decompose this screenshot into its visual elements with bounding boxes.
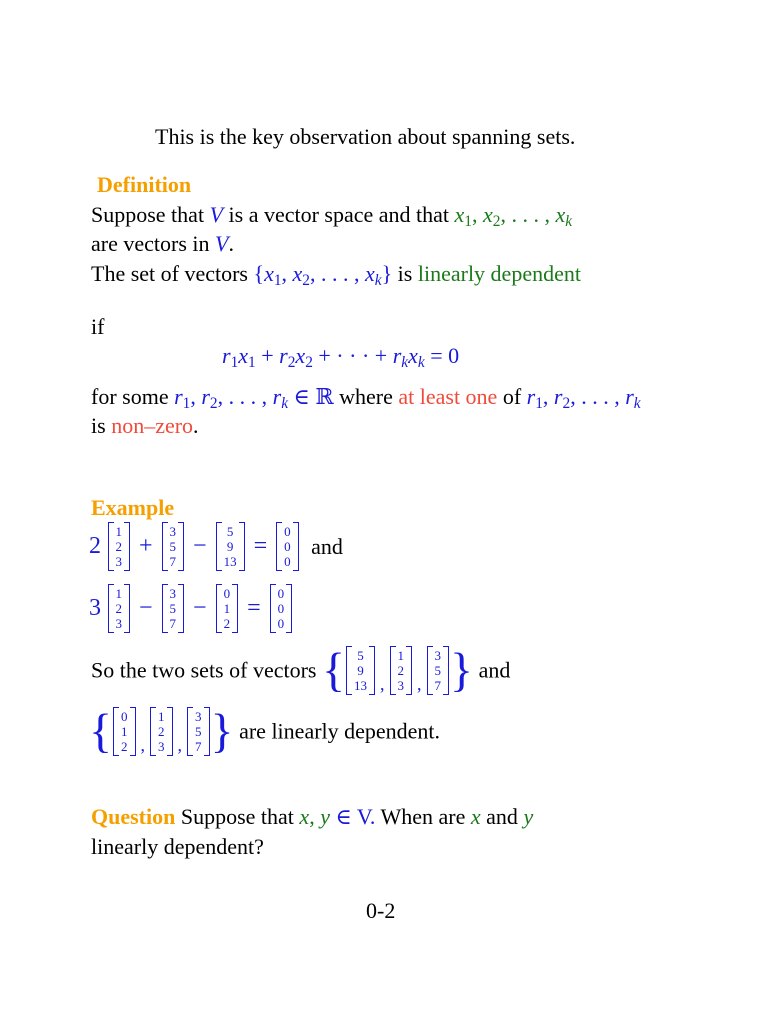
definition-line-6: is non–zero. [91,413,199,438]
linearly-dependent-term: linearly dependent [417,261,581,286]
definition-line-2: are vectors in V. [91,231,234,256]
definition-line-1: Suppose that V is a vector space and that $x_1$, $x_2$, . . . , $x_k$ [91,202,573,230]
vector-5-9-13: 5 9 13 [215,522,246,571]
vector-zero: 0 0 0 [269,584,294,633]
definition-line-5: for some $r_1$, $r_2$, . . . , $r_k$ ∈ ℝ where at least one of $r_1$, $r_2$, . . . , $r_k$ [91,384,641,412]
vector-1-2-3: 1 2 3 [389,646,414,695]
definition-heading: Definition [97,172,192,197]
vector-3-5-7: 3 5 7 [426,646,451,695]
vector-sets-line-2: { 0 1 2 $_,$ 1 2 3 $_,$ 3 5 7 } are linearly dependent. [89,704,441,758]
intro-text: This is the key observation about spanning sets. [155,124,576,149]
example-equation-1: 2 1 2 3 + 3 5 7 − 5 9 13 = 0 0 0 and [89,524,343,569]
vector-3-5-7: 3 5 7 [161,584,186,633]
question-heading: Question [91,804,176,829]
vector-1-2-3: 1 2 3 [149,707,174,756]
vector-1-2-3: 1 2 3 [107,584,132,633]
vector-3-5-7: 3 5 7 [161,522,186,571]
vector-sets-line-1: So the two sets of vectors { 5 9 13 $_,$ 1 2 3 $_,$ 3 5 7 } and [91,643,511,697]
definition-line-3: The set of vectors {$x_1$, $x_2$, . . . , $x_k$} is linearly dependent [91,261,581,289]
question-line-1: Question Suppose that x, y ∈ V. When are x and y [91,804,534,829]
if-word: if [91,314,105,339]
example-heading: Example [91,495,175,520]
example-equation-2: 3 1 2 3 − 3 5 7 − 0 1 2 = 0 0 0 [89,584,293,633]
page-number: 0-2 [366,898,396,923]
vector-0-1-2: 0 1 2 [112,707,137,756]
vector-5-9-13: 5 9 13 [345,646,376,695]
question-line-2: linearly dependent? [91,834,264,859]
linear-combination-equation: $r_1x_1 + r_2x_2$ + · · · + $r_kx_k = 0$ [222,343,460,371]
vector-zero: 0 0 0 [275,522,300,571]
vector-1-2-3: 1 2 3 [107,522,132,571]
vector-0-1-2: 0 1 2 [215,584,240,633]
vector-3-5-7: 3 5 7 [186,707,211,756]
